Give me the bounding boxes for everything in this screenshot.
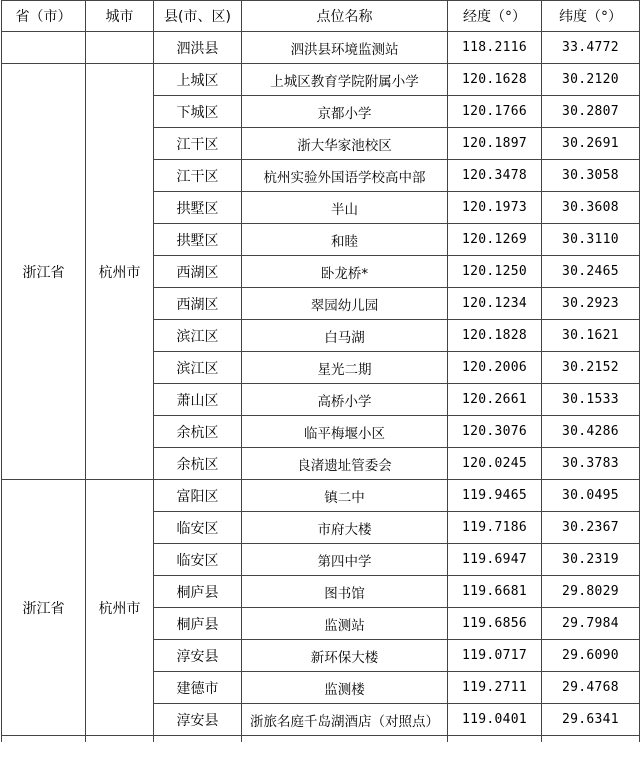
table-row (2, 32, 640, 64)
longitude-cell: 120.1828 (448, 320, 542, 352)
latitude-cell: 29.6090 (542, 640, 640, 672)
province-cell: 浙江省 (2, 64, 86, 480)
latitude-cell: 29.8029 (542, 576, 640, 608)
site-name-cell: 和睦 (242, 224, 448, 256)
latitude-cell: 30.3110 (542, 224, 640, 256)
table-header-row (2, 1, 640, 32)
county-cell: 临安区 (154, 512, 242, 544)
latitude-cell: 30.2319 (542, 544, 640, 576)
county-cell: 下城区 (154, 96, 242, 128)
longitude-cell: 119.7186 (448, 512, 542, 544)
latitude-cell: 29.6341 (542, 704, 640, 736)
longitude-cell: 120.0245 (448, 448, 542, 480)
empty-cell (2, 736, 86, 743)
longitude-cell: 120.3076 (448, 416, 542, 448)
empty-cell (542, 736, 640, 743)
latitude-cell: 30.2367 (542, 512, 640, 544)
longitude-cell: 119.0401 (448, 704, 542, 736)
county-cell: 拱墅区 (154, 192, 242, 224)
latitude-cell: 30.2807 (542, 96, 640, 128)
latitude-cell: 30.2691 (542, 128, 640, 160)
site-name-cell: 高桥小学 (242, 384, 448, 416)
header-province: 省（市） (2, 1, 86, 32)
county-cell: 淳安县 (154, 640, 242, 672)
empty-cell (154, 736, 242, 743)
site-name-cell: 市府大楼 (242, 512, 448, 544)
table-row (2, 480, 640, 512)
latitude-cell: 30.1621 (542, 320, 640, 352)
longitude-cell: 120.1250 (448, 256, 542, 288)
county-cell: 临安区 (154, 544, 242, 576)
site-name-cell: 监测站 (242, 608, 448, 640)
site-name-cell: 浙旅名庭千岛湖酒店（对照点） (242, 704, 448, 736)
county-cell: 江干区 (154, 160, 242, 192)
longitude-cell: 120.1269 (448, 224, 542, 256)
county-cell: 余杭区 (154, 416, 242, 448)
site-name-cell: 镇二中 (242, 480, 448, 512)
site-name-cell: 半山 (242, 192, 448, 224)
site-name-cell: 图书馆 (242, 576, 448, 608)
province-cell: 浙江省 (2, 480, 86, 736)
table-row (2, 64, 640, 96)
latitude-cell: 30.2923 (542, 288, 640, 320)
site-name-cell: 白马湖 (242, 320, 448, 352)
longitude-cell: 120.1234 (448, 288, 542, 320)
site-name-cell: 新环保大楼 (242, 640, 448, 672)
province-cell (2, 32, 86, 64)
county-cell: 桐庐县 (154, 576, 242, 608)
latitude-cell: 30.2465 (542, 256, 640, 288)
latitude-cell: 30.3783 (542, 448, 640, 480)
county-cell: 桐庐县 (154, 608, 242, 640)
site-name-cell: 良渚遗址管委会 (242, 448, 448, 480)
site-name-cell: 翠园幼儿园 (242, 288, 448, 320)
header-site-name: 点位名称 (242, 1, 448, 32)
site-name-cell: 星光二期 (242, 352, 448, 384)
site-name-cell: 卧龙桥* (242, 256, 448, 288)
longitude-cell: 118.2116 (448, 32, 542, 64)
site-name-cell: 浙大华家池校区 (242, 128, 448, 160)
city-cell: 杭州市 (86, 480, 154, 736)
longitude-cell: 119.0717 (448, 640, 542, 672)
site-name-cell: 上城区教育学院附属小学 (242, 64, 448, 96)
latitude-cell: 30.3608 (542, 192, 640, 224)
longitude-cell: 119.9465 (448, 480, 542, 512)
longitude-cell: 119.6681 (448, 576, 542, 608)
empty-cell (86, 736, 154, 743)
county-cell: 滨江区 (154, 352, 242, 384)
empty-cell (242, 736, 448, 743)
longitude-cell: 120.2661 (448, 384, 542, 416)
table-body (2, 32, 640, 743)
latitude-cell: 30.1533 (542, 384, 640, 416)
longitude-cell: 120.3478 (448, 160, 542, 192)
header-longitude: 经度（°） (448, 1, 542, 32)
longitude-cell: 120.1897 (448, 128, 542, 160)
county-cell: 余杭区 (154, 448, 242, 480)
longitude-cell: 119.2711 (448, 672, 542, 704)
latitude-cell: 30.4286 (542, 416, 640, 448)
site-name-cell: 监测楼 (242, 672, 448, 704)
county-cell: 建德市 (154, 672, 242, 704)
site-name-cell: 泗洪县环境监测站 (242, 32, 448, 64)
city-cell (86, 32, 154, 64)
latitude-cell: 30.3058 (542, 160, 640, 192)
latitude-cell: 30.2152 (542, 352, 640, 384)
county-cell: 滨江区 (154, 320, 242, 352)
county-cell: 西湖区 (154, 288, 242, 320)
latitude-cell: 29.4768 (542, 672, 640, 704)
city-cell: 杭州市 (86, 64, 154, 480)
longitude-cell: 119.6947 (448, 544, 542, 576)
county-cell: 上城区 (154, 64, 242, 96)
empty-cell (448, 736, 542, 743)
header-latitude: 纬度（°） (542, 1, 640, 32)
site-name-cell: 杭州实验外国语学校高中部 (242, 160, 448, 192)
header-city: 城市 (86, 1, 154, 32)
site-name-cell: 临平梅堰小区 (242, 416, 448, 448)
county-cell: 淳安县 (154, 704, 242, 736)
county-cell: 萧山区 (154, 384, 242, 416)
county-cell: 西湖区 (154, 256, 242, 288)
latitude-cell: 29.7984 (542, 608, 640, 640)
longitude-cell: 119.6856 (448, 608, 542, 640)
site-name-cell: 京都小学 (242, 96, 448, 128)
site-name-cell: 第四中学 (242, 544, 448, 576)
latitude-cell: 30.2120 (542, 64, 640, 96)
county-cell: 江干区 (154, 128, 242, 160)
longitude-cell: 120.1766 (448, 96, 542, 128)
county-cell: 拱墅区 (154, 224, 242, 256)
county-cell: 泗洪县 (154, 32, 242, 64)
header-county: 县(市、区) (154, 1, 242, 32)
latitude-cell: 33.4772 (542, 32, 640, 64)
longitude-cell: 120.1628 (448, 64, 542, 96)
longitude-cell: 120.1973 (448, 192, 542, 224)
latitude-cell: 30.0495 (542, 480, 640, 512)
county-cell: 富阳区 (154, 480, 242, 512)
table-row-cutoff (2, 736, 640, 743)
longitude-cell: 120.2006 (448, 352, 542, 384)
monitoring-stations-table (1, 0, 640, 742)
